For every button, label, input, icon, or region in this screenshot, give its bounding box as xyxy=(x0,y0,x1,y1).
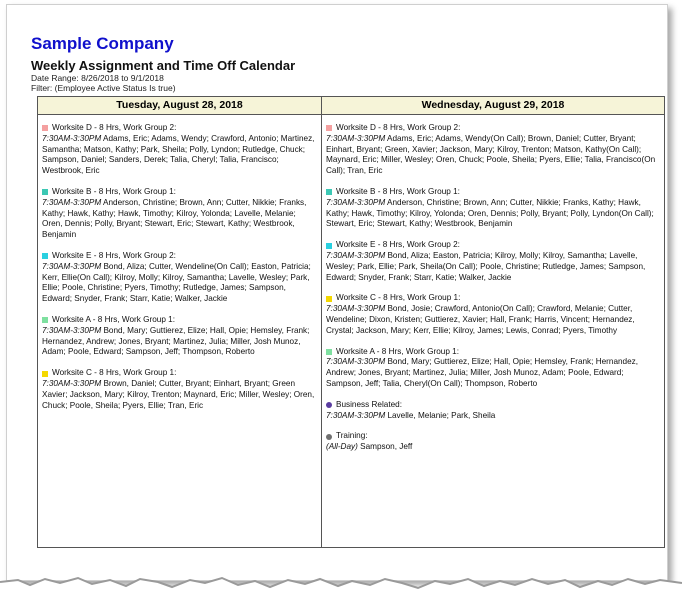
assignment-group xyxy=(42,315,317,358)
group-body xyxy=(326,134,660,177)
color-swatch-icon xyxy=(42,371,48,377)
group-header xyxy=(326,123,660,134)
assignment-group xyxy=(326,431,660,453)
employee-names: Anderson, Christine; Brown, Ann; Cutter, Nikkie; Franks, Kathy; Hawk, Kathy; Hawk, Timothy; Kilroy, Yolonda; Oren, Dennis; Polly, Bryant; Polly, Lyndon(On Call); Stewart, Eric; Stewart, Kathy; Westbrook, Benjamin xyxy=(326,197,654,229)
employee-names: Adams, Eric; Adams, Wendy; Crawford, Antonio; Martinez, Samantha; Matson, Kathy; Park, Sheila; Polly, Lyndon; Rutledge, Chuck; Sampson, Daniel; Sanders, Derek; Talia, Cheryl; Talia, Francisco; Westbrook, Eric xyxy=(42,133,315,176)
group-header xyxy=(42,123,317,134)
color-swatch-icon xyxy=(42,317,48,323)
color-swatch-icon xyxy=(326,349,332,355)
category-dot-icon xyxy=(326,402,332,408)
shift-time: 7:30AM-3:30PM xyxy=(326,250,386,260)
assignment-group xyxy=(326,293,660,336)
group-title: Worksite A - 8 Hrs, Work Group 1: xyxy=(52,314,175,324)
employee-names: Lavelle, Melanie; Park, Sheila xyxy=(387,410,496,420)
group-title: Training: xyxy=(336,431,368,441)
assignment-group xyxy=(326,400,660,422)
group-body xyxy=(42,198,317,241)
category-dot-icon xyxy=(326,434,332,440)
group-title: Business Related: xyxy=(336,399,402,409)
shift-time: 7:30AM-3:30PM xyxy=(326,410,386,420)
group-title: Worksite B - 8 Hrs, Work Group 1: xyxy=(336,186,460,196)
assignment-group xyxy=(42,187,317,241)
group-header xyxy=(326,400,660,411)
group-header xyxy=(42,368,317,379)
color-swatch-icon xyxy=(42,125,48,131)
group-header xyxy=(326,347,660,358)
employee-names: Bond, Mary; Guttierez, Elize; Hall, Opie; Hemsley, Frank; Hernandez, Andrew; Jones, Bryant; Martinez, Julia; Miller, Josh Munoz, Adam; Poole, Edward; Sampson, Jeff; Talia, Cheryl(On Call); Thompson, Roberto xyxy=(326,357,639,388)
color-swatch-icon xyxy=(42,189,48,195)
assignment-group xyxy=(326,240,660,283)
group-header xyxy=(326,240,660,251)
assignment-group xyxy=(42,251,317,305)
shift-time: 7:30AM-3:30PM xyxy=(326,304,386,314)
employee-names: Adams, Eric; Adams, Wendy(On Call); Brown, Daniel; Cutter, Bryant; Einhart, Bryant; Green, Xavier; Jackson, Mary; Kilroy, Trenton; Matson, Kathy(On Call); Maynard, Eric; Miller, Wesley; Oren, Chuck; Poole, Sheila; Pyers, Ellie; Talia, Francisco(On Call); Tran, Eric xyxy=(326,133,656,176)
assignment-list xyxy=(38,115,321,411)
shift-time: 7:30AM-3:30PM xyxy=(326,197,386,207)
group-title: Worksite D - 8 Hrs, Work Group 2: xyxy=(336,123,461,132)
color-swatch-icon xyxy=(42,253,48,259)
day-column xyxy=(38,97,322,547)
group-title: Worksite D - 8 Hrs, Work Group 2: xyxy=(52,123,177,132)
employee-names: Brown, Daniel; Cutter, Bryant; Einhart, Bryant; Green Xavier; Jackson, Mary; Kilroy, Trenton; Maynard, Eric; Miller, Wesley; Oren, Chuck; Poole, Sheila; Pyers, Ellie; Tran, Eric xyxy=(42,378,315,410)
group-body xyxy=(326,304,660,336)
torn-edge xyxy=(0,560,682,615)
assignment-group xyxy=(42,123,317,177)
date-range: Date Range: 8/26/2018 to 9/1/2018 xyxy=(31,73,164,83)
report-title: Weekly Assignment and Time Off Calendar xyxy=(31,58,296,73)
group-title: Worksite E - 8 Hrs, Work Group 2: xyxy=(52,250,176,260)
shift-time: 7:30AM-3:30PM xyxy=(326,133,386,143)
group-title: Worksite C - 8 Hrs, Work Group 1: xyxy=(52,368,177,378)
shift-time: 7:30AM-3:30PM xyxy=(326,357,386,367)
group-header xyxy=(42,187,317,198)
shift-time: 7:30AM-3:30PM xyxy=(42,197,102,207)
group-body xyxy=(42,262,317,305)
group-header xyxy=(42,315,317,326)
assignment-group xyxy=(326,347,660,390)
group-title: Worksite E - 8 Hrs, Work Group 2: xyxy=(336,240,460,250)
color-swatch-icon xyxy=(326,189,332,195)
group-header xyxy=(42,251,317,262)
employee-names: Sampson, Jeff xyxy=(360,442,413,452)
assignment-group xyxy=(326,123,660,177)
shift-time: 7:30AM-3:30PM xyxy=(42,325,102,335)
shift-time: 7:30AM-3:30PM xyxy=(42,261,102,271)
calendar-grid xyxy=(37,96,665,548)
group-title: Worksite A - 8 Hrs, Work Group 1: xyxy=(336,346,459,356)
group-body xyxy=(326,442,660,453)
day-header: Wednesday, August 29, 2018 xyxy=(322,97,664,115)
group-body xyxy=(42,326,317,358)
assignment-group xyxy=(42,368,317,411)
group-body xyxy=(326,357,660,389)
group-body xyxy=(326,411,660,422)
employee-names: Bond, Mary; Guttierez, Elize; Hall, Opie; Hemsley, Frank; Hernandez, Andrew; Jones, Bryant; Martinez, Julia; Miller, Josh Munoz, Adam; Poole, Edward; Sampson, Jeff; Thompson, Roberto xyxy=(42,325,310,357)
day-column xyxy=(322,97,664,547)
group-body xyxy=(42,379,317,411)
employee-names: Bond, Aliza; Cutter, Wendeline(On Call); Easton, Patricia; Kerr, Ellie(On Call); Kilroy, Molly; Kilroy, Samantha; Lavelle, Wesley; Park, Ellie; Poole, Christine; Pyers, Timothy; Rutledge, James; Sampson, Edward; Snyder, Frank; Starr, Katie; Walker, Jackie xyxy=(42,261,311,304)
employee-names: Bond, Josie; Crawford, Antonio(On Call); Crawford, Melanie; Cutter, Wendeline; Dixon, Kristen; Guttierez, Xavier; Hall, Frank; Harris, Vincent; Hernandez, Crystal; Jackson, Mary; Kerr, Ellie; Kilroy, James; Lewis, Conrad; Pyers, Timothy xyxy=(326,304,635,335)
group-title: Worksite B - 8 Hrs, Work Group 1: xyxy=(52,186,176,196)
color-swatch-icon xyxy=(326,125,332,131)
assignment-list xyxy=(322,115,664,453)
group-header xyxy=(326,187,660,198)
color-swatch-icon xyxy=(326,296,332,302)
shift-time: 7:30AM-3:30PM xyxy=(42,378,102,388)
employee-names: Anderson, Christine; Brown, Ann; Cutter, Nikkie; Franks, Kathy; Hawk, Kathy; Hawk, Timothy; Kilroy, Yolonda; Lavelle, Melanie; Oren, Dennis; Polly, Bryant; Stewart, Eric; Stewart, Kathy; Westbrook, Benjamin xyxy=(42,197,307,240)
shift-time: 7:30AM-3:30PM xyxy=(42,133,102,143)
filter-text: Filter: (Employee Active Status Is true) xyxy=(31,83,176,93)
day-header: Tuesday, August 28, 2018 xyxy=(38,97,321,115)
assignment-group xyxy=(326,187,660,230)
employee-names: Bond, Aliza; Easton, Patricia; Kilroy, Molly; Kilroy, Samantha; Lavelle, Wesley; Park, Ellie; Park, Sheila(On Call); Poole, Christine; Rutledge, James; Sampson, Edward; Snyder, Frank; Starr, Katie; Walker, Jackie xyxy=(326,250,646,282)
group-body xyxy=(326,251,660,283)
group-body xyxy=(326,198,660,230)
shift-time: (All-Day) xyxy=(326,442,358,452)
group-body xyxy=(42,134,317,177)
group-header xyxy=(326,431,660,442)
company-name: Sample Company xyxy=(31,34,174,53)
group-title: Worksite C - 8 Hrs, Work Group 1: xyxy=(336,293,461,303)
color-swatch-icon xyxy=(326,243,332,249)
group-header xyxy=(326,293,660,304)
